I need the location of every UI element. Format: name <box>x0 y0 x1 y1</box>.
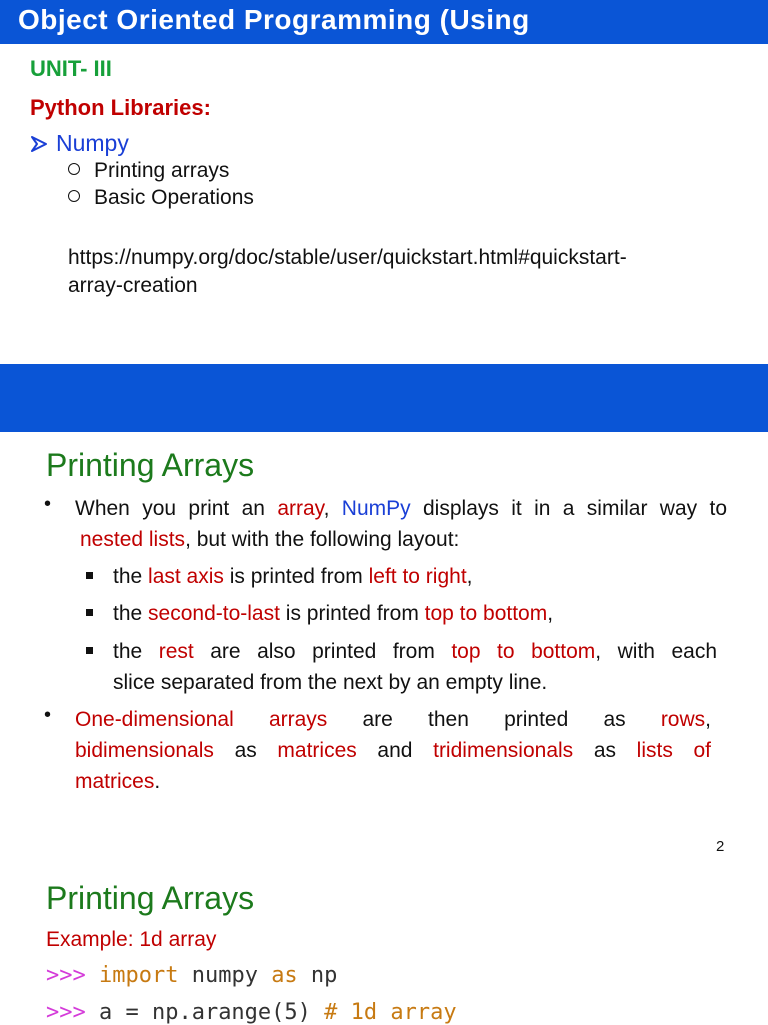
link-line: https://numpy.org/doc/stable/user/quickstart.html#quickstart- <box>68 246 627 269</box>
square-bullet-icon <box>86 609 93 616</box>
subtopic-label: Basic Operations <box>94 186 254 209</box>
page-title: Object Oriented Programming (Using <box>18 4 530 35</box>
topic-item <box>30 130 129 157</box>
arrow-bullet-icon <box>30 135 48 153</box>
slide-divider-band <box>0 364 768 432</box>
link-line: array-creation <box>68 274 198 297</box>
bullet-text: One-dimensional arrays are then printed as rows, bidimensionals as matrices and tridimensionals as lists of matrices. <box>75 708 711 793</box>
page-number: 2 <box>716 838 725 855</box>
circle-bullet-icon <box>68 190 80 202</box>
subtopic-item <box>68 186 254 210</box>
code-line: >>> a = np.arange(5) # 1d array <box>46 1000 457 1025</box>
bullet-dot-icon: • <box>44 704 52 726</box>
square-bullet-icon <box>86 572 93 579</box>
bullet-dot-icon: • <box>44 493 52 515</box>
reference-link[interactable] <box>68 244 728 300</box>
bullet-text: When you print an array, NumPy displays it in a similar way to nested lists, but with the following layout: <box>75 497 727 551</box>
unit-label: UNIT- III <box>30 56 112 81</box>
circle-bullet-icon <box>68 163 80 175</box>
example-label: Example: 1d array <box>46 928 217 951</box>
subtopic-label: Printing arrays <box>94 159 230 182</box>
section-heading: Python Libraries: <box>30 95 211 120</box>
subtopic-item <box>68 159 229 183</box>
slide-title: Printing Arrays <box>46 880 255 916</box>
topic-label: Numpy <box>56 130 129 156</box>
slide-title: Printing Arrays <box>46 447 255 483</box>
square-bullet-icon <box>86 647 93 654</box>
code-line: >>> import numpy as np <box>46 963 338 988</box>
